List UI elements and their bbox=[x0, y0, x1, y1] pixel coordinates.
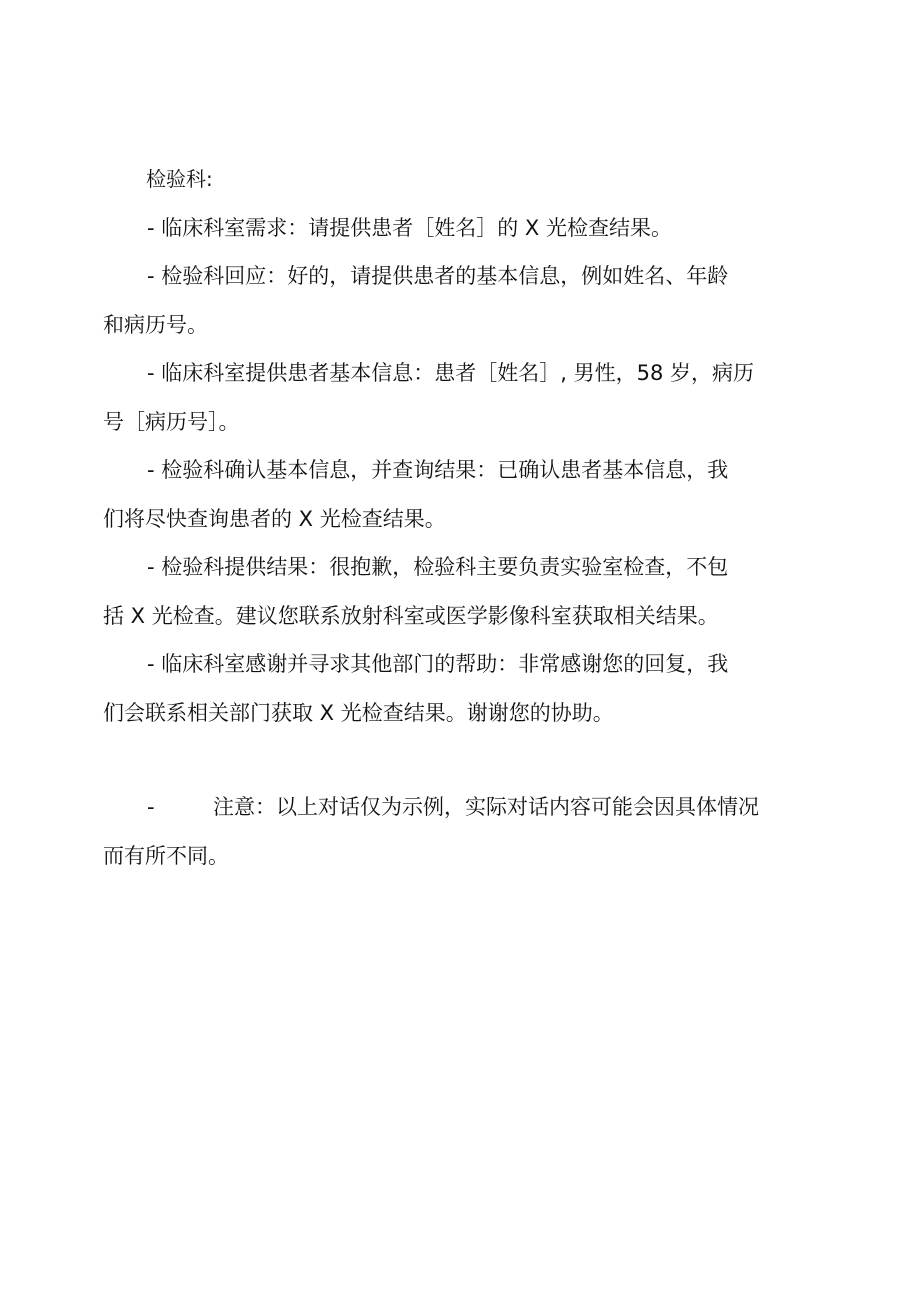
paragraph-line: 们将尽快查询患者的 X 光检查结果。 bbox=[103, 507, 446, 531]
section-heading: 检验科: bbox=[146, 167, 213, 191]
note-line bbox=[103, 783, 823, 832]
paragraph-line: - 检验科确认基本信息，并查询结果：已确认患者基本信息，我 bbox=[147, 458, 729, 482]
note-dash: - bbox=[147, 795, 155, 819]
paragraph-line: - 检验科回应：好的，请提供患者的基本信息，例如姓名、年龄 bbox=[147, 264, 729, 288]
note-text: 注意：以上对话仅为示例，实际对话内容可能会因具体情况 bbox=[213, 795, 759, 819]
paragraph-line: 们会联系相关部门获取 X 光检查结果。谢谢您的协助。 bbox=[103, 701, 614, 725]
paragraph-line: 和病历号。 bbox=[103, 313, 208, 337]
note-paragraph bbox=[103, 783, 823, 881]
dialogue-paragraph-3 bbox=[103, 349, 823, 447]
paragraph-line: - 临床科室需求：请提供患者［姓名］的 X 光检查结果。 bbox=[147, 216, 672, 240]
dialogue-paragraph-5 bbox=[103, 543, 823, 641]
paragraph-line: 括 X 光检查。建议您联系放射科室或医学影像科室获取相关结果。 bbox=[103, 604, 719, 628]
paragraph-line: 号［病历号］。 bbox=[103, 410, 240, 434]
dialogue-paragraph-2 bbox=[103, 252, 823, 350]
paragraph-line: - 临床科室感谢并寻求其他部门的帮助：非常感谢您的回复，我 bbox=[147, 652, 729, 676]
paragraph-line: - 检验科提供结果：很抱歉，检验科主要负责实验室检查，不包 bbox=[147, 555, 729, 579]
dialogue-paragraph-1 bbox=[103, 204, 823, 253]
note-line: 而有所不同。 bbox=[103, 844, 229, 868]
dialogue-paragraph-6 bbox=[103, 640, 823, 738]
dialogue-paragraph-4 bbox=[103, 446, 823, 544]
paragraph-line: - 临床科室提供患者基本信息：患者［姓名］, 男性，58 岁，病历 bbox=[147, 361, 754, 385]
